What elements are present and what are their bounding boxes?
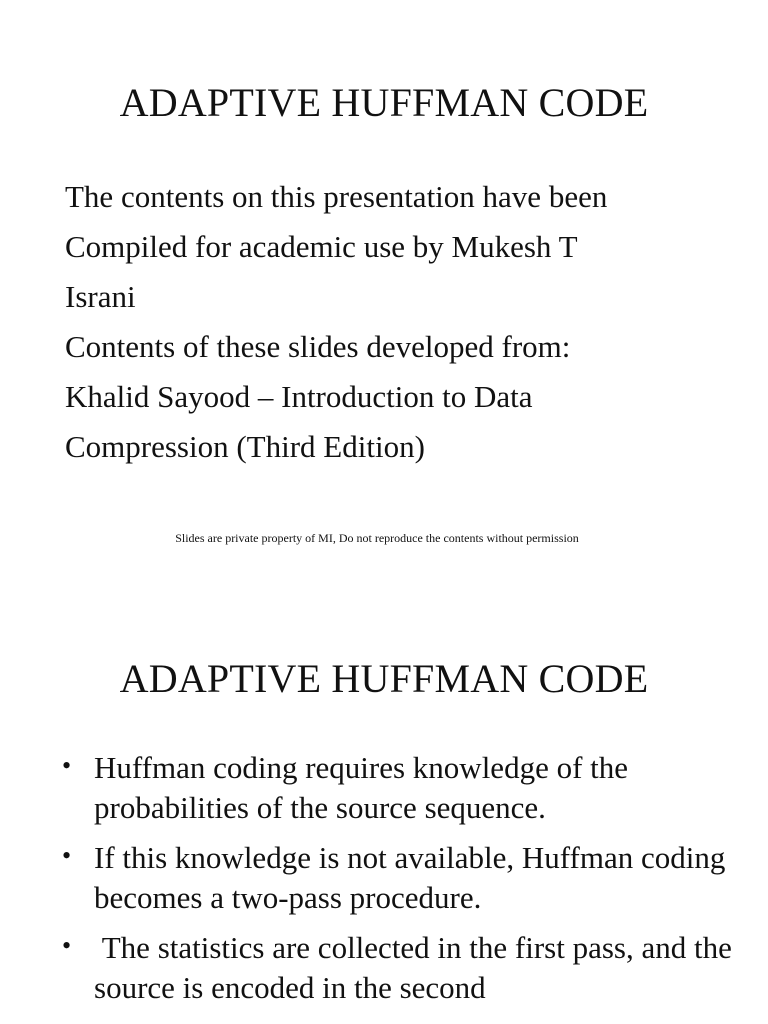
intro-text [65, 172, 745, 472]
bullet-dot-icon: • [62, 931, 72, 960]
intro-line: Compiled for academic use by Mukesh T [65, 229, 578, 264]
intro-line: Israni [65, 279, 136, 314]
intro-line: Contents of these slides developed from: [65, 329, 571, 364]
bullet-list [62, 748, 752, 1018]
intro-line: The contents on this presentation have been [65, 179, 608, 214]
bullet-item [62, 748, 752, 828]
intro-line: Compression (Third Edition) [65, 429, 425, 464]
bullet-text: Huffman coding requires knowledge of the probabilities of the source sequence. [94, 750, 629, 825]
slide-title: ADAPTIVE HUFFMAN CODE [119, 656, 649, 701]
slide-2 [0, 600, 768, 1024]
slide-title: ADAPTIVE HUFFMAN CODE [119, 80, 649, 125]
bullet-dot-icon: • [62, 841, 72, 870]
bullet-dot-icon: • [62, 751, 72, 780]
bullet-text: If this knowledge is not available, Huffman coding becomes a two-pass procedure. [94, 840, 726, 915]
intro-line: Khalid Sayood – Introduction to Data [65, 379, 533, 414]
bullet-item [62, 838, 752, 918]
copyright-notice: Slides are private property of MI, Do not reproduce the contents without permission [175, 531, 579, 545]
bullet-item [62, 928, 752, 1008]
bullet-text: The statistics are collected in the first pass, and the source is encoded in the second [94, 930, 740, 1005]
